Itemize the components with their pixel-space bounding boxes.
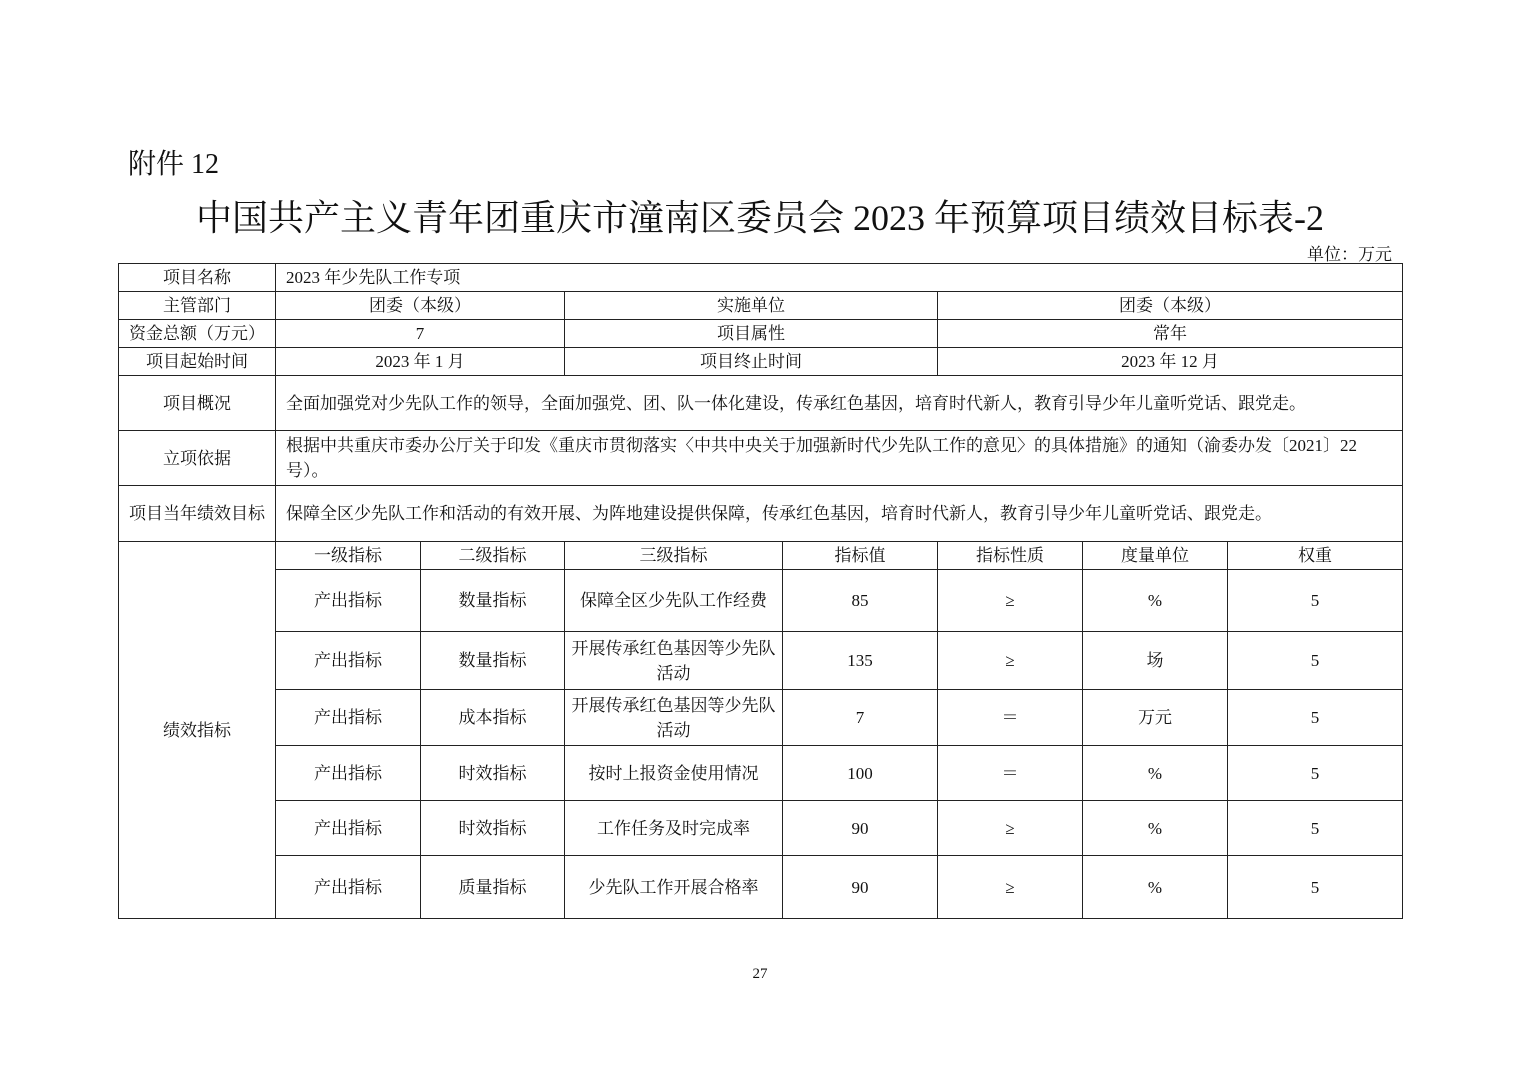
level2-cell: 成本指标: [421, 690, 565, 746]
table-row: [119, 690, 1403, 746]
column-header: 二级指标: [421, 542, 565, 570]
project-name-label: 项目名称: [119, 264, 276, 292]
basis-value: 根据中共重庆市委办公厅关于印发《重庆市贯彻落实〈中共中央关于加强新时代少先队工作的意见〉的具体措施》的通知（渝委办发〔2021〕22 号）。: [276, 431, 1403, 486]
level1-cell: 产出指标: [276, 690, 421, 746]
start-value: 2023 年 1 月: [276, 348, 565, 376]
indicator-header-row: [119, 542, 1403, 570]
column-header: 一级指标: [276, 542, 421, 570]
level1-cell: 产出指标: [276, 570, 421, 632]
value-cell: 90: [783, 801, 938, 856]
overview-label: 项目概况: [119, 376, 276, 431]
basis-label: 立项依据: [119, 431, 276, 486]
level2-cell: 数量指标: [421, 570, 565, 632]
attr-label: 项目属性: [565, 320, 938, 348]
fund-label: 资金总额（万元）: [119, 320, 276, 348]
unit-cell: 万元: [1083, 690, 1228, 746]
row-period: [119, 348, 1403, 376]
row-goal: [119, 486, 1403, 542]
overview-value: 全面加强党对少先队工作的领导，全面加强党、团、队一体化建设，传承红色基因，培育时代新人，教育引导少年儿童听党话、跟党走。: [276, 376, 1403, 431]
nature-cell: ≥: [938, 632, 1083, 690]
fund-value: 7: [276, 320, 565, 348]
value-cell: 90: [783, 856, 938, 919]
row-department: [119, 292, 1403, 320]
level2-cell: 时效指标: [421, 746, 565, 801]
impl-value: 团委（本级）: [938, 292, 1403, 320]
column-header: 指标值: [783, 542, 938, 570]
weight-cell: 5: [1228, 856, 1403, 919]
unit-label: 单位：万元: [1307, 245, 1392, 264]
weight-cell: 5: [1228, 570, 1403, 632]
level3-cell: 开展传承红色基因等少先队活动: [565, 690, 783, 746]
row-fund: [119, 320, 1403, 348]
column-header: 三级指标: [565, 542, 783, 570]
weight-cell: 5: [1228, 746, 1403, 801]
column-header: 指标性质: [938, 542, 1083, 570]
page-number: 27: [752, 966, 768, 982]
level2-cell: 数量指标: [421, 632, 565, 690]
attachment-label: 附件 12: [128, 149, 220, 180]
value-cell: 7: [783, 690, 938, 746]
nature-cell: ＝: [938, 746, 1083, 801]
row-project-name: [119, 264, 1403, 292]
level2-cell: 时效指标: [421, 801, 565, 856]
goal-label: 项目当年绩效目标: [119, 486, 276, 542]
nature-cell: ≥: [938, 570, 1083, 632]
unit-cell: %: [1083, 570, 1228, 632]
table-row: [119, 801, 1403, 856]
level3-cell: 开展传承红色基因等少先队活动: [565, 632, 783, 690]
weight-cell: 5: [1228, 801, 1403, 856]
level3-cell: 按时上报资金使用情况: [565, 746, 783, 801]
nature-cell: ＝: [938, 690, 1083, 746]
nature-cell: ≥: [938, 801, 1083, 856]
unit-cell: %: [1083, 856, 1228, 919]
table-row: [119, 856, 1403, 919]
performance-table: [118, 263, 1403, 919]
unit-cell: %: [1083, 746, 1228, 801]
level2-cell: 质量指标: [421, 856, 565, 919]
level3-cell: 工作任务及时完成率: [565, 801, 783, 856]
table-row: [119, 570, 1403, 632]
indicators-section-label: 绩效指标: [119, 542, 276, 919]
table-row: [119, 746, 1403, 801]
row-basis: [119, 431, 1403, 486]
table-row: [119, 632, 1403, 690]
level1-cell: 产出指标: [276, 856, 421, 919]
weight-cell: 5: [1228, 632, 1403, 690]
project-name-value: 2023 年少先队工作专项: [276, 264, 1403, 292]
level1-cell: 产出指标: [276, 746, 421, 801]
level3-cell: 少先队工作开展合格率: [565, 856, 783, 919]
attr-value: 常年: [938, 320, 1403, 348]
column-header: 度量单位: [1083, 542, 1228, 570]
unit-cell: 场: [1083, 632, 1228, 690]
row-overview: [119, 376, 1403, 431]
value-cell: 135: [783, 632, 938, 690]
dept-label: 主管部门: [119, 292, 276, 320]
goal-value: 保障全区少先队工作和活动的有效开展、为阵地建设提供保障，传承红色基因，培育时代新人，教育引导少年儿童听党话、跟党走。: [276, 486, 1403, 542]
end-value: 2023 年 12 月: [938, 348, 1403, 376]
unit-cell: %: [1083, 801, 1228, 856]
level1-cell: 产出指标: [276, 632, 421, 690]
end-label: 项目终止时间: [565, 348, 938, 376]
value-cell: 85: [783, 570, 938, 632]
page-title: 中国共产主义青年团重庆市潼南区委员会 2023 年预算项目绩效目标表-2: [196, 198, 1324, 238]
value-cell: 100: [783, 746, 938, 801]
level3-cell: 保障全区少先队工作经费: [565, 570, 783, 632]
dept-value: 团委（本级）: [276, 292, 565, 320]
start-label: 项目起始时间: [119, 348, 276, 376]
weight-cell: 5: [1228, 690, 1403, 746]
nature-cell: ≥: [938, 856, 1083, 919]
column-header: 权重: [1228, 542, 1403, 570]
level1-cell: 产出指标: [276, 801, 421, 856]
impl-label: 实施单位: [565, 292, 938, 320]
